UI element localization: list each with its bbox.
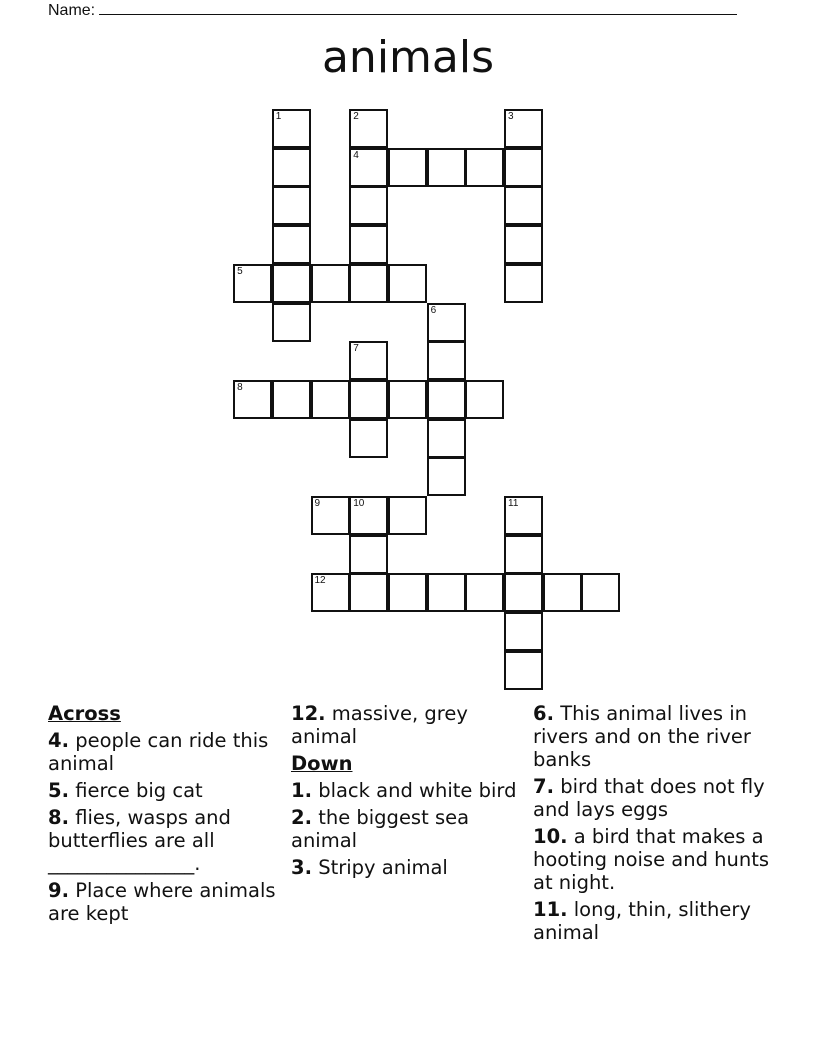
grid-cell[interactable] — [427, 457, 466, 496]
clue-across-8: 8. flies, wasps and butterflies are all _______________. — [48, 806, 231, 875]
grid-cell[interactable] — [349, 496, 388, 535]
clue-number: 12 — [314, 575, 326, 587]
grid-cell[interactable] — [504, 109, 543, 148]
grid-cell[interactable] — [427, 341, 466, 380]
grid-cell[interactable] — [504, 225, 543, 264]
page-title: animals — [321, 32, 495, 83]
grid-cell[interactable] — [427, 148, 466, 187]
clue-across-12: 12. massive, grey animal — [291, 702, 468, 748]
grid-cell[interactable] — [465, 573, 504, 612]
clue-down-6: 6. This animal lives in rivers and on the river banks — [533, 702, 751, 771]
clue-down-1: 1. black and white bird — [291, 779, 517, 802]
grid-cell[interactable] — [504, 535, 543, 574]
clue-across-5: 5. fierce big cat — [48, 779, 203, 802]
grid-cell[interactable] — [349, 186, 388, 225]
grid-cell[interactable] — [504, 573, 543, 612]
name-label: Name: — [48, 2, 96, 19]
grid-cell[interactable] — [349, 419, 388, 458]
grid-cell[interactable] — [349, 341, 388, 380]
grid-cell[interactable] — [311, 496, 350, 535]
across-heading: Across — [48, 702, 121, 725]
grid-cell[interactable] — [388, 148, 427, 187]
clue-number: 3 — [508, 111, 514, 122]
clue-number: 9 — [314, 498, 321, 509]
grid-cell[interactable] — [388, 573, 427, 612]
grid-cell[interactable] — [349, 380, 388, 419]
clue-number: 8 — [237, 381, 243, 393]
clue-number: 1 — [275, 111, 282, 122]
grid-cell[interactable] — [427, 573, 466, 612]
clue-down-3: 3. Stripy animal — [291, 856, 448, 879]
grid-cell[interactable] — [233, 380, 272, 419]
clues-column-1 — [48, 702, 278, 929]
grid-cell[interactable] — [272, 109, 311, 148]
grid-cell[interactable] — [349, 109, 388, 148]
grid-cell[interactable] — [272, 225, 311, 264]
grid-cell[interactable] — [427, 419, 466, 458]
grid-cell[interactable] — [504, 651, 543, 690]
grid-cell[interactable] — [388, 264, 427, 303]
grid-cell[interactable] — [427, 380, 466, 419]
grid-cell[interactable] — [504, 496, 543, 535]
clue-number: 4 — [353, 149, 359, 161]
grid-cell[interactable] — [465, 148, 504, 187]
grid-cell[interactable] — [504, 148, 543, 187]
clue-down-11: 11. long, thin, slithery animal — [533, 898, 751, 944]
grid-cell[interactable] — [388, 380, 427, 419]
clue-down-2: 2. the biggest sea animal — [291, 806, 470, 852]
grid-cell[interactable] — [581, 573, 620, 612]
clue-number: 6 — [430, 304, 437, 316]
grid-cell[interactable] — [427, 303, 466, 342]
grid-cell[interactable] — [543, 573, 582, 612]
grid-cell[interactable] — [272, 264, 311, 303]
clue-down-7: 7. bird that does not fly and lays eggs — [533, 775, 765, 821]
grid-cell[interactable] — [504, 612, 543, 651]
grid-cell[interactable] — [465, 380, 504, 419]
grid-cell[interactable] — [272, 148, 311, 187]
grid-cell[interactable] — [388, 496, 427, 535]
grid-cell[interactable] — [272, 186, 311, 225]
clues-column-2 — [291, 702, 521, 883]
grid-cell[interactable] — [349, 148, 388, 187]
clue-number: 11 — [508, 498, 519, 509]
grid-cell[interactable] — [233, 264, 272, 303]
grid-cell[interactable] — [272, 380, 311, 419]
grid-cell[interactable] — [504, 186, 543, 225]
grid-cell[interactable] — [349, 225, 388, 264]
grid-cell[interactable] — [349, 535, 388, 574]
clue-number: 10 — [353, 498, 365, 509]
clue-across-9: 9. Place where animals are kept — [48, 879, 276, 925]
clues-column-3 — [533, 702, 773, 948]
grid-cell[interactable] — [349, 573, 388, 612]
grid-cell[interactable] — [311, 380, 350, 419]
grid-cell[interactable] — [311, 264, 350, 303]
grid-cell[interactable] — [349, 264, 388, 303]
down-heading: Down — [291, 752, 353, 775]
grid-cell[interactable] — [311, 573, 350, 612]
clue-across-4: 4. people can ride this animal — [48, 729, 269, 775]
clue-number: 2 — [353, 111, 359, 122]
clue-down-10: 10. a bird that makes a hooting noise and hunts at night. — [533, 825, 770, 894]
clue-number: 5 — [237, 265, 243, 277]
clue-number: 7 — [353, 343, 359, 355]
grid-cell[interactable] — [272, 303, 311, 342]
grid-cell[interactable] — [504, 264, 543, 303]
